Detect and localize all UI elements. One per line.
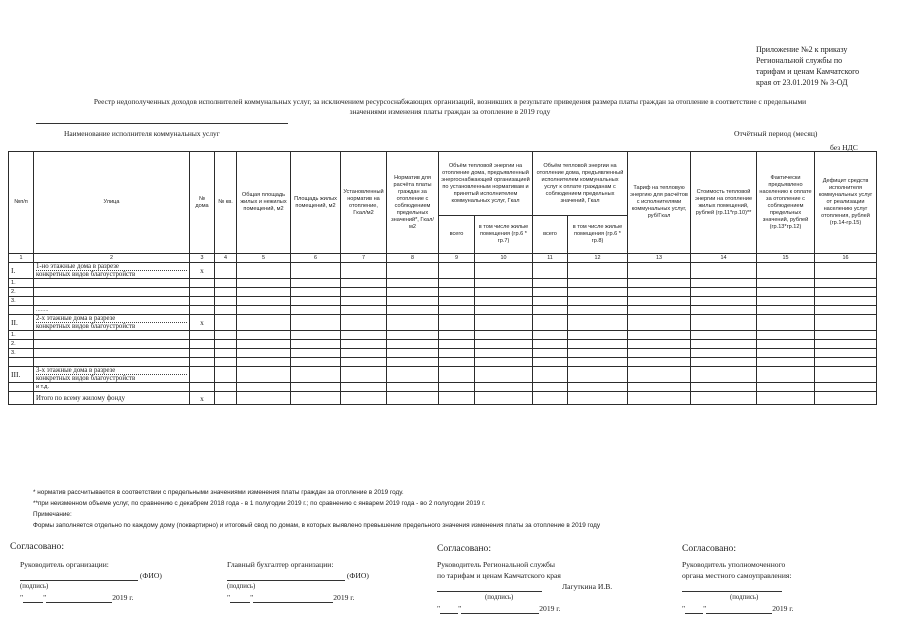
header-sub-cell: в том числе жилые помещения (гр.6 * гр.8) [568, 216, 628, 254]
section-title [34, 263, 190, 279]
column-number: 2 [34, 254, 190, 263]
day-line[interactable] [685, 613, 703, 614]
org-head-signature: Руководитель организации: (ФИО) (подпись) " " 2019 г. [20, 559, 220, 603]
mun-line: органа местного самоуправления: [682, 571, 792, 580]
row-number: 2. [9, 288, 34, 297]
section-number: I. [9, 263, 34, 279]
column-number: 4 [215, 254, 237, 263]
header-cell: Улица [34, 152, 190, 254]
column-number: 7 [341, 254, 387, 263]
table-row [9, 306, 877, 315]
column-number: 12 [568, 254, 628, 263]
fio-label: (ФИО) [139, 571, 162, 580]
chief-accountant-signature: Главный бухгалтер организации: (ФИО) (подпись) " " 2019 г. [227, 559, 427, 603]
month-line[interactable] [46, 602, 112, 603]
reg-line: Руководитель Региональной службы [437, 560, 556, 569]
column-number: 11 [533, 254, 568, 263]
appendix-line: края от 23.01.2019 № 3-ОД [756, 78, 848, 87]
column-number: 8 [387, 254, 439, 263]
header-cell: Дефицит средств исполнителя коммунальных услуг от реализации населению услуг отопления, рублей (гр.14-гр.15) [815, 152, 877, 254]
table-row [9, 383, 877, 392]
header-cell: № дома [190, 152, 215, 254]
mun-line: Руководитель уполномоченного [682, 560, 786, 569]
document-title [20, 97, 880, 117]
row-number: 3. [9, 349, 34, 358]
org-head-label: Руководитель организации: [20, 560, 109, 569]
column-number: 1 [9, 254, 34, 263]
title-line: Реестр недополученных доходов исполнителей коммунальных услуг, за исключением ресурсоснабжающих организаций, возникших в результате приведения размера платы граждан за отопление в соответствие с предельными [93, 97, 807, 106]
table-row [9, 340, 877, 349]
vat-label: без НДС [830, 143, 858, 152]
section-title-line: конкретных видов благоустройств [36, 271, 136, 278]
regional-service-signature: Руководитель Региональной службы по тарифам и ценам Камчатского края Лагуткина И.В. (подпись) " " 2019 г. [437, 559, 652, 614]
note-line: Примечание: [33, 511, 72, 518]
header-cell: Установленный норматив на отопление, Гкал/м2 [341, 152, 387, 254]
header-cell: № кв. [215, 152, 237, 254]
year-label: 2019 г. [333, 593, 355, 602]
section-title [34, 315, 190, 331]
appendix-note [756, 44, 896, 88]
year-label: 2019 г. [539, 604, 561, 613]
day-line[interactable] [23, 602, 43, 603]
note-line: **при неизменном объеме услуг, по сравнению с декабрем 2018 года - в 1 полугодии 2019 г.; по сравнению с январем 2019 года - во 2 полугодии 2019 г. [33, 500, 486, 507]
table-row [9, 279, 877, 288]
header-sub-cell: всего [533, 216, 568, 254]
agreed-heading-2: Согласовано: [437, 543, 492, 554]
row-number: 2. [9, 340, 34, 349]
section-title-line: 1-но этажные дома в разрезе [36, 263, 187, 271]
column-number: 15 [757, 254, 815, 263]
podpis-label: (подпись) [227, 583, 256, 590]
row-etc: и т.д. [34, 383, 190, 392]
agreed-heading-3: Согласовано: [682, 543, 737, 554]
header-cell: №п/п [9, 152, 34, 254]
note-line: * норматив рассчитывается в соответствии с предельными значениями изменения платы граждан за отопление в 2019 году. [33, 489, 404, 496]
column-number: 16 [815, 254, 877, 263]
note-line: Формы заполняется отдельно по каждому дому (поквартирно) и итоговый свод по домам, в которых выявлено превышение предельного значения изменения платы за отопление в 2019 году [33, 522, 601, 529]
total-mark: х [190, 392, 215, 405]
section-title-line: 3-х этажные дома в разрезе [36, 367, 187, 375]
reg-line: по тарифам и ценам Камчатского края [437, 571, 561, 580]
podpis-label: (подпись) [730, 594, 759, 601]
appendix-line: Региональной службы по [756, 56, 843, 65]
section-number: II. [9, 315, 34, 331]
header-cell: Норматив для расчёта платы граждан за отопление с соблюдением предельных значений*, Гкал/м2 [387, 152, 439, 254]
total-label: Итого по всему жилому фонду [34, 392, 190, 405]
year-label: 2019 г. [112, 593, 134, 602]
header-sub-cell: всего [439, 216, 475, 254]
total-row [9, 392, 877, 405]
column-number: 10 [475, 254, 533, 263]
row-number: 3. [9, 297, 34, 306]
notes-block [33, 487, 883, 531]
header-cell: Стоимость тепловой энергии на отопление жилых помещений, рублей (гр.11*гр.10)** [691, 152, 757, 254]
table-row [9, 331, 877, 340]
day-line[interactable] [230, 602, 250, 603]
podpis-label: (подпись) [20, 583, 49, 590]
section-row [9, 367, 877, 383]
fio-label: (ФИО) [346, 571, 369, 580]
appendix-line: Приложение №2 к приказу [756, 45, 848, 54]
day-line[interactable] [440, 613, 458, 614]
header-cell: Общая площадь жилых и нежилых помещений, м2 [237, 152, 291, 254]
column-number: 9 [439, 254, 475, 263]
executor-label: Наименование исполнителя коммунальных услуг [64, 129, 220, 138]
registry-table [8, 151, 877, 405]
row-number: 1. [9, 279, 34, 288]
column-number: 3 [190, 254, 215, 263]
header-cell: Площадь жилых помещений, м2 [291, 152, 341, 254]
month-line[interactable] [706, 613, 772, 614]
column-number: 13 [628, 254, 691, 263]
row-dots: ........ [34, 306, 190, 315]
header-group-cell: Объём тепловой энергии на отопление дома, предъявленный исполнителем коммунальных услуг к оплате гражданам с соблюдением предельных значений, Гкал [533, 152, 628, 216]
section-title-line: конкретных видов благоустройств [36, 323, 136, 330]
month-line[interactable] [461, 613, 539, 614]
section-title-line: 2-х этажные дома в разрезе [36, 315, 187, 323]
column-number: 6 [291, 254, 341, 263]
table-row [9, 288, 877, 297]
table-row [9, 349, 877, 358]
appendix-line: тарифам и ценам Камчатского [756, 67, 860, 76]
header-group-cell: Объём тепловой энергии на отопление дома, предъявленный энергоснабжающей организацией по установленным нормативам и принятый исполнителем коммунальных услуг, Гкал [439, 152, 533, 216]
year-label: 2019 г. [772, 604, 794, 613]
column-number: 5 [237, 254, 291, 263]
reg-name: Лагуткина И.В. [562, 582, 613, 591]
podpis-label: (подпись) [485, 594, 514, 601]
agreed-heading-1: Согласовано: [10, 541, 65, 552]
executor-fill-line[interactable] [36, 123, 288, 124]
section-row [9, 263, 877, 279]
municipal-signature: Руководитель уполномоченного органа местного самоуправления: (подпись) " " 2019 г. [682, 559, 887, 614]
chief-acc-label: Главный бухгалтер организации: [227, 560, 334, 569]
header-cell: Фактически предъявлено населению к оплате за отопление с соблюдением предельных значений, рублей (гр.13*гр.12) [757, 152, 815, 254]
section-title [34, 367, 190, 383]
title-line: значениями изменения платы граждан за отопление в 2019 году [349, 107, 551, 116]
section-row [9, 315, 877, 331]
section-mark: х [190, 263, 215, 279]
header-sub-cell: в том числе жилые помещения (гр.6 * гр.7) [475, 216, 533, 254]
section-title-line: конкретных видов благоустройств [36, 375, 136, 382]
table-row [9, 358, 877, 367]
header-cell: Тариф на тепловую энергию для расчётов с исполнителями коммунальных услуг, руб/Гкал [628, 152, 691, 254]
period-label: Отчётный период (месяц) [734, 129, 818, 138]
section-number: III. [9, 367, 34, 383]
column-number: 14 [691, 254, 757, 263]
table-row [9, 297, 877, 306]
row-number: 1. [9, 331, 34, 340]
month-line[interactable] [253, 602, 333, 603]
section-mark: х [190, 315, 215, 331]
